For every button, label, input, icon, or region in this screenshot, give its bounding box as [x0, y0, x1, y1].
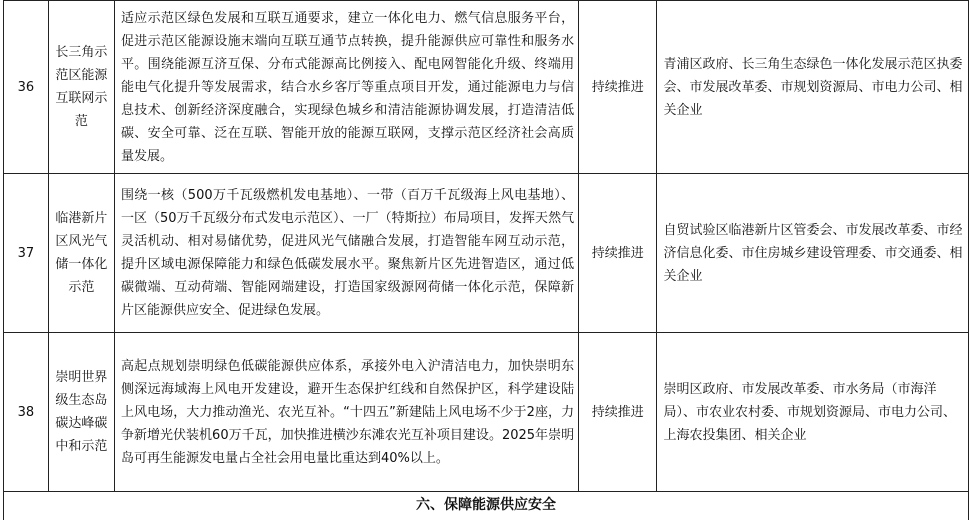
project-content: 围绕一核（500万千瓦级燃机发电基地）、一带（百万千瓦级海上风电基地）、一区（50万千瓦级分布式发电示范区）、一厂（特斯拉）布局项目，发挥天然气灵活机动、相对易储优势，促进风光气储融合发展，打造智能车网互动示范，提升区域电源保障能力和绿色低碳发展水平。聚焦新片区先进智造区，通过低碳微端、互动荷端、智能网端建设，打造国家级源网荷储一体化示范，保障新片区能源供应安全、促进绿色发展。: [114, 174, 578, 333]
project-status: 持续推进: [579, 174, 657, 333]
row-number: 37: [4, 174, 49, 333]
project-status: 持续推进: [579, 1, 657, 174]
table-row: [4, 174, 969, 333]
project-name: 长三角示范区能源互联网示范: [48, 1, 114, 174]
responsible-units: 青浦区政府、长三角生态绿色一体化发展示范区执委会、市发展改革委、市规划资源局、市电力公司、相关企业: [657, 1, 969, 174]
section-title: 六、保障能源供应安全: [4, 492, 969, 520]
project-status: 持续推进: [579, 333, 657, 492]
row-number: 36: [4, 1, 49, 174]
project-content: 高起点规划崇明绿色低碳能源供应体系，承接外电入沪清洁电力，加快崇明东侧深远海域海上风电开发建设，避开生态保护红线和自然保护区，科学建设陆上风电场，大力推动渔光、农光互补。“十四五”新建陆上风电场不少于2座，力争新增光伏装机60万千瓦，加快推进横沙东滩农光互补项目建设。2025年崇明岛可再生能源发电量占全社会用电量比重达到40%以上。: [114, 333, 578, 492]
table-row: [4, 1, 969, 174]
row-number: 38: [4, 333, 49, 492]
projects-table: [3, 0, 969, 520]
responsible-units: 自贸试验区临港新片区管委会、市发展改革委、市经济信息化委、市住房城乡建设管理委、市交通委、相关企业: [657, 174, 969, 333]
section-heading-row: [4, 492, 969, 520]
project-content: 适应示范区绿色发展和互联互通要求，建立一体化电力、燃气信息服务平台，促进示范区能源设施末端向互联互通节点转换，提升能源供应可靠性和服务水平。围绕能源互济互保、分布式能源高比例接入、配电网智能化升级、终端用能电气化提升等发展需求，结合水乡客厅等重点项目开发，通过能源电力与信息技术、创新经济深度融合，实现绿色城乡和清洁能源协调发展，打造清洁低碳、安全可靠、泛在互联、智能开放的能源互联网，支撑示范区经济社会高质量发展。: [114, 1, 578, 174]
table-row: [4, 333, 969, 492]
project-name: 临港新片区风光气储一体化示范: [48, 174, 114, 333]
project-name: 崇明世界级生态岛碳达峰碳中和示范: [48, 333, 114, 492]
responsible-units: 崇明区政府、市发展改革委、市水务局（市海洋局）、市农业农村委、市规划资源局、市电力公司、上海农投集团、相关企业: [657, 333, 969, 492]
